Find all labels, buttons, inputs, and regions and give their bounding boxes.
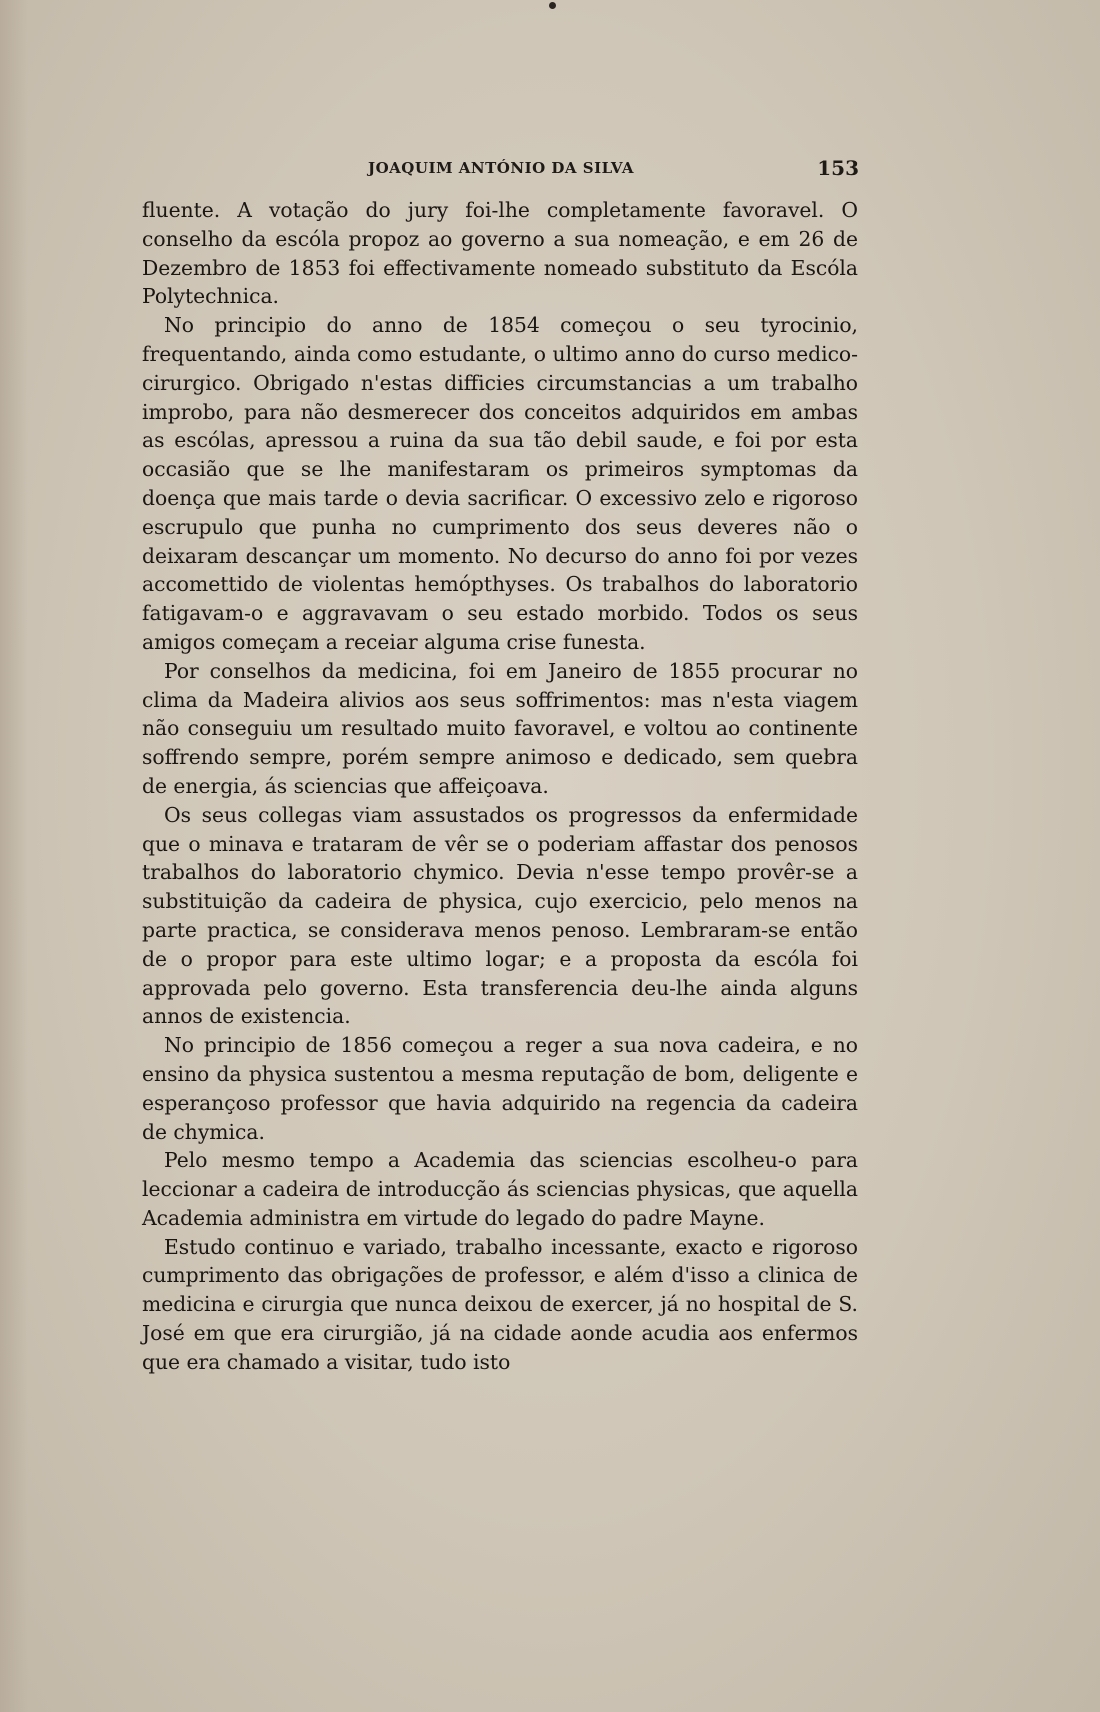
paragraph: No principio de 1856 começou a reger a sua nova cadeira, e no ensino da physica sustentou a mesma reputação de bom, deligente e esperançoso professor que havia adquirido na regencia da cadeira de chymica.: [142, 1033, 858, 1144]
paragraph: Pelo mesmo tempo a Academia das sciencias escolheu-o para leccionar a cadeira de introducção ás sciencias physicas, que aquella Academia administra em virtude do legado do padre Mayne.: [142, 1148, 858, 1230]
page-number: 153: [817, 156, 859, 180]
paragraph: fluente. A votação do jury foi-lhe completamente favoravel. O conselho da escóla propoz ao governo a sua nomeação, e em 26 de Dezembro de 1853 foi effectivamente nomeado substituto da Escóla Polytechnica.: [142, 198, 858, 309]
ink-speck: [549, 2, 556, 9]
paragraph: Estudo continuo e variado, trabalho incessante, exacto e rigoroso cumprimento das obrigações de professor, e além d'isso a clinica de medicina e cirurgia que nunca deixou de exercer, já no hospital de S. José em que era cirurgião, já na cidade aonde acudia aos enfermos que era chamado a visitar, tudo isto: [142, 1234, 858, 1374]
page-edge-shadow: [0, 0, 28, 1712]
paragraph: Por conselhos da medicina, foi em Janeiro de 1855 procurar no clima da Madeira alivios aos seus soffrimentos: mas n'esta viagem não conseguiu um resultado muito favoravel, e voltou ao continente soffrendo sempre, porém sempre animoso e dedicado, sem quebra de energia, ás sciencias que affeiçoava.: [142, 658, 858, 798]
running-head: JOAQUIM ANTÓNIO DA SILVA: [368, 159, 634, 177]
page-header: [143, 156, 859, 184]
paragraph: Os seus collegas viam assustados os progressos da enfermidade que o minava e trataram de vêr se o poderiam affastar dos penosos trabalhos do laboratorio chymico. Devia n'esse tempo provêr-se a substituição da cadeira de physica, cujo exercicio, pelo menos na parte practica, se considerava menos penoso. Lembraram-se então de o propor para este ultimo logar; e a proposta da escóla foi approvada pelo governo. Esta transferencia deu-lhe ainda alguns annos de existencia.: [142, 802, 858, 1029]
paragraph: No principio do anno de 1854 começou o seu tyrocinio, frequentando, ainda como estudante, o ultimo anno do curso medico-cirurgico. Obrigado n'estas difficies circumstancias a um trabalho improbo, para não desmerecer dos conceitos adquiridos em ambas as escólas, apressou a ruina da sua tão debil saude, e foi por esta occasião que se lhe manifestaram os primeiros symptomas da doença que mais tarde o devia sacrificar. O excessivo zelo e rigoroso escrupulo que punha no cumprimento dos seus deveres não o deixaram descançar um momento. No decurso do anno foi por vezes accomettido de violentas hemópthyses. Os trabalhos do laboratorio fatigavam-o e aggravavam o seu estado morbido. Todos os seus amigos começam a receiar alguma crise funesta.: [142, 313, 858, 654]
body-text: [142, 196, 858, 1377]
